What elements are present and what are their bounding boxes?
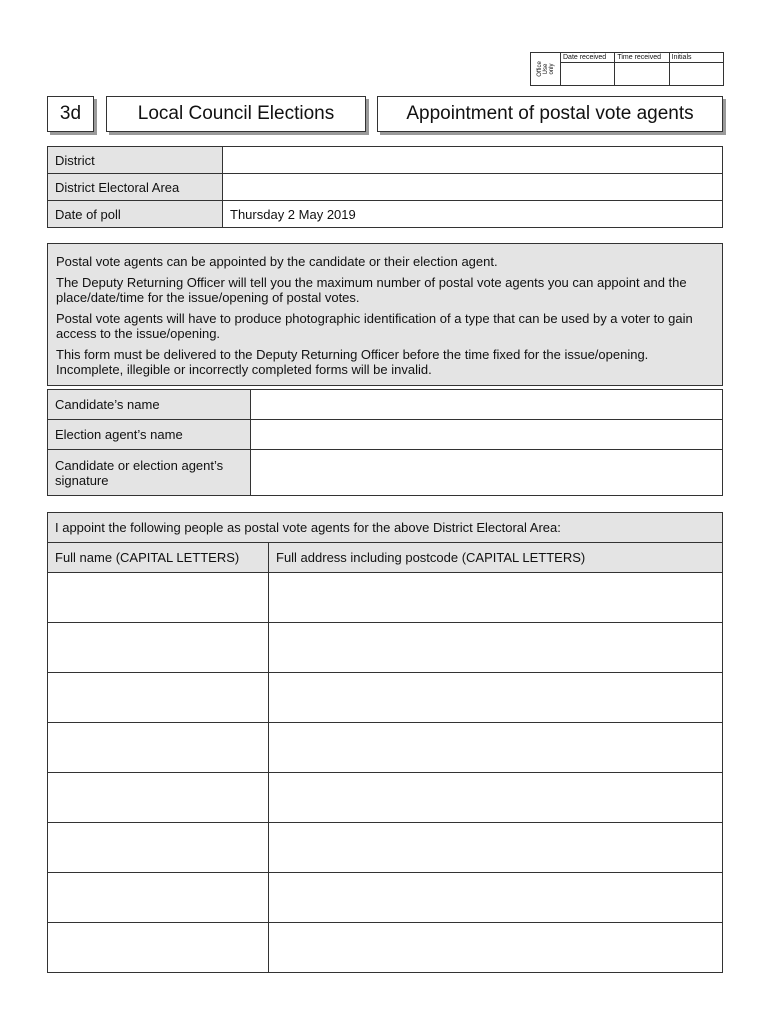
agent-row xyxy=(48,723,723,773)
agent-address-field[interactable] xyxy=(269,723,723,773)
agent-full-name-field[interactable] xyxy=(48,623,269,673)
candidate-table xyxy=(47,389,723,496)
agent-full-name-field[interactable] xyxy=(48,823,269,873)
candidate-name-label: Candidate’s name xyxy=(48,390,251,420)
office-use-label: Office Use only xyxy=(536,61,555,77)
info-paragraph: Postal vote agents can be appointed by the candidate or their election agent. xyxy=(56,254,498,269)
agent-row xyxy=(48,823,723,873)
agent-full-name-field[interactable] xyxy=(48,723,269,773)
office-use-box xyxy=(530,52,724,86)
electoral-area-row xyxy=(48,174,723,201)
district-label: District xyxy=(48,147,223,174)
office-time-received-field[interactable] xyxy=(615,63,668,85)
agent-row xyxy=(48,923,723,973)
office-initials-label: Initials xyxy=(670,53,723,63)
office-initials-col xyxy=(670,53,723,85)
form-subtitle: Appointment of postal vote agents xyxy=(377,96,723,132)
agents-intro: I appoint the following people as postal vote agents for the above District Electoral Area: xyxy=(48,513,723,543)
agent-full-name-field[interactable] xyxy=(48,673,269,723)
poll-date-row xyxy=(48,201,723,228)
office-date-received-col xyxy=(561,53,615,85)
agent-row xyxy=(48,773,723,823)
candidate-name-field[interactable] xyxy=(251,390,723,420)
agent-full-name-field[interactable] xyxy=(48,873,269,923)
agent-address-field[interactable] xyxy=(269,773,723,823)
poll-date-value: Thursday 2 May 2019 xyxy=(223,201,723,228)
office-date-received-field[interactable] xyxy=(561,63,614,85)
electoral-area-label: District Electoral Area xyxy=(48,174,223,201)
agent-row xyxy=(48,573,723,623)
agent-address-field[interactable] xyxy=(269,923,723,973)
agent-name-label: Election agent’s name xyxy=(48,420,251,450)
signature-row xyxy=(48,450,723,496)
electoral-area-field[interactable] xyxy=(223,174,723,201)
office-initials-field[interactable] xyxy=(670,63,723,85)
agent-address-field[interactable] xyxy=(269,623,723,673)
agent-name-row xyxy=(48,420,723,450)
district-field[interactable] xyxy=(223,147,723,174)
office-time-received-label: Time received xyxy=(615,53,668,63)
agent-address-field[interactable] xyxy=(269,873,723,923)
form-code: 3d xyxy=(47,96,94,132)
agent-row xyxy=(48,873,723,923)
office-time-received-col xyxy=(615,53,669,85)
agent-address-field[interactable] xyxy=(269,573,723,623)
col-header-full-address: Full address including postcode (CAPITAL LETTERS) xyxy=(269,543,723,573)
info-notes xyxy=(47,243,723,386)
agent-full-name-field[interactable] xyxy=(48,923,269,973)
agents-table xyxy=(47,512,723,973)
office-use-label-cell xyxy=(531,53,561,85)
agent-full-name-field[interactable] xyxy=(48,773,269,823)
candidate-name-row xyxy=(48,390,723,420)
agent-row xyxy=(48,673,723,723)
agent-address-field[interactable] xyxy=(269,823,723,873)
info-paragraph: Postal vote agents will have to produce photographic identification of a type that can be used by a voter to gain access to the issue/opening. xyxy=(56,311,693,341)
col-header-full-name: Full name (CAPITAL LETTERS) xyxy=(48,543,269,573)
agent-name-field[interactable] xyxy=(251,420,723,450)
district-row xyxy=(48,147,723,174)
agents-intro-row xyxy=(48,513,723,543)
signature-field[interactable] xyxy=(251,450,723,496)
agent-row xyxy=(48,623,723,673)
form-title: Local Council Elections xyxy=(106,96,366,132)
poll-date-label: Date of poll xyxy=(48,201,223,228)
agent-address-field[interactable] xyxy=(269,673,723,723)
agent-full-name-field[interactable] xyxy=(48,573,269,623)
agents-header-row xyxy=(48,543,723,573)
district-details-table xyxy=(47,146,723,228)
info-paragraph: The Deputy Returning Officer will tell you the maximum number of postal vote agents you can appoint and the place/date/time for the issue/opening of postal votes. xyxy=(56,275,687,305)
office-date-received-label: Date received xyxy=(561,53,614,63)
info-paragraph: This form must be delivered to the Deputy Returning Officer before the time fixed for the issue/opening. Incomplete, illegible or incorrectly completed forms will be invalid. xyxy=(56,347,649,377)
signature-label: Candidate or election agent’s signature xyxy=(48,450,251,496)
